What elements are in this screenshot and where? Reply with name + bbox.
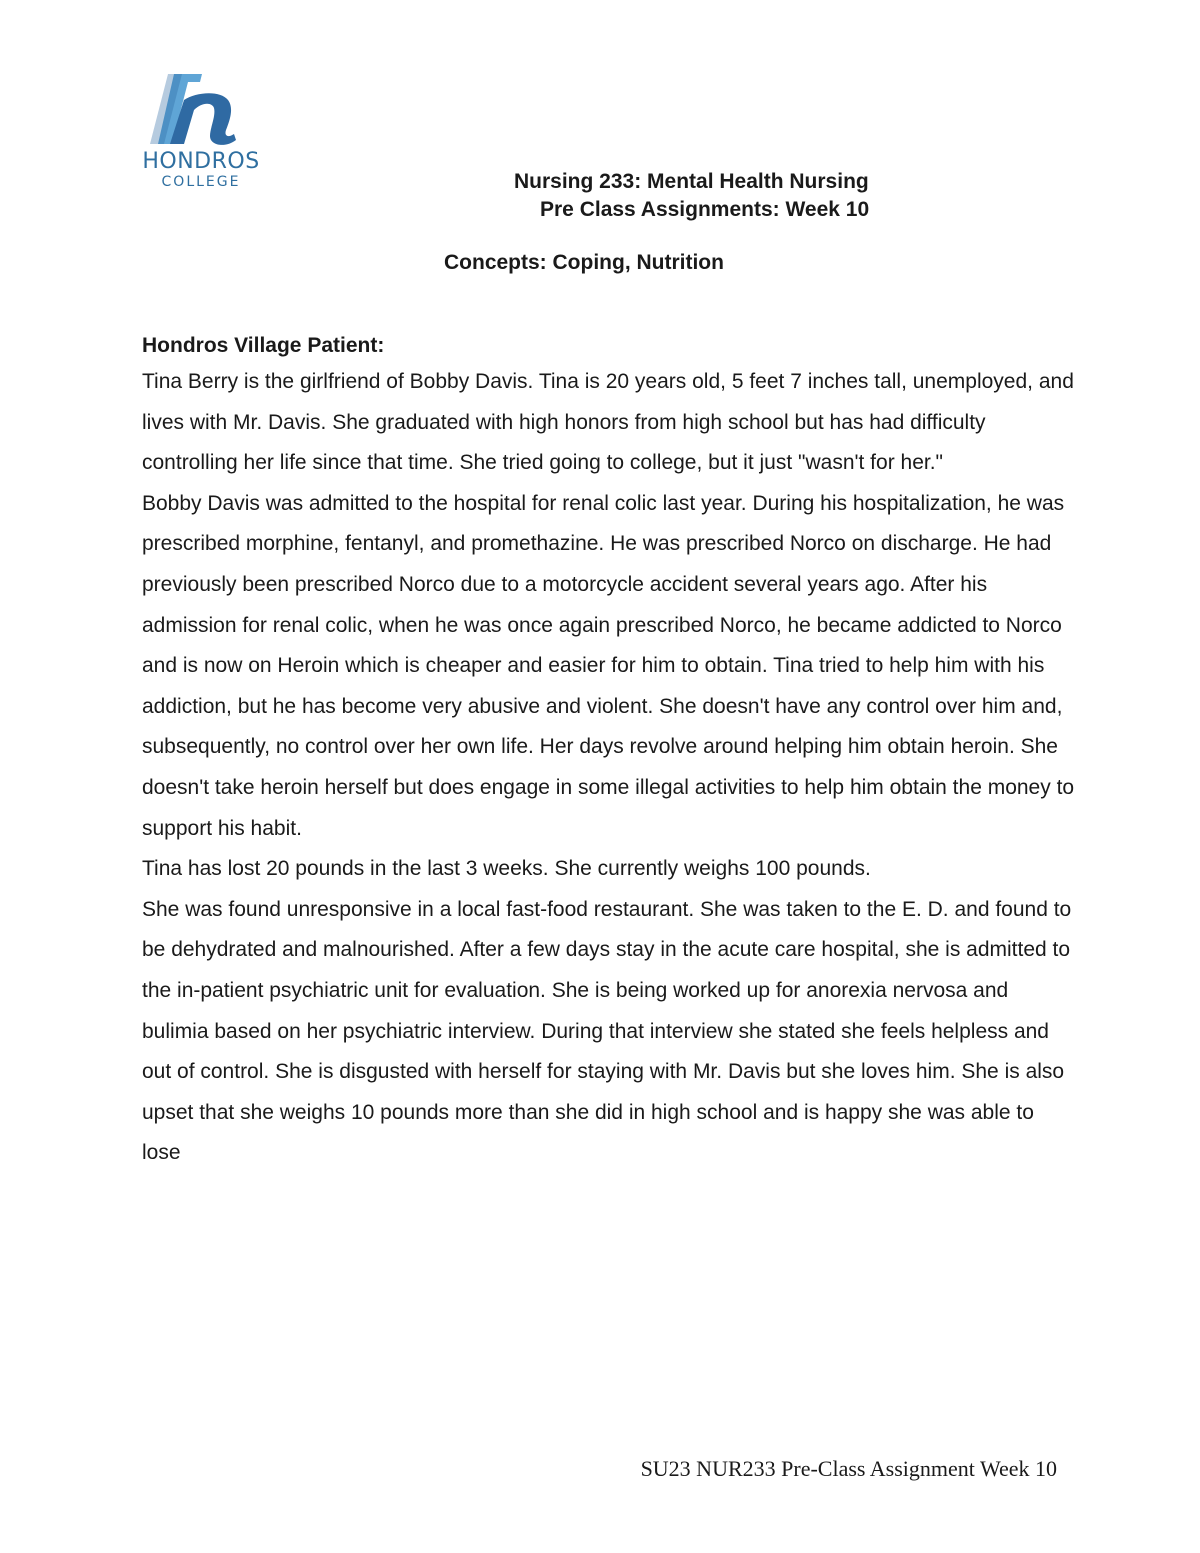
page-footer: SU23 NUR233 Pre-Class Assignment Week 10	[640, 1456, 1057, 1481]
logo-name: HONDROS	[142, 149, 260, 174]
logo-h-mark	[138, 70, 264, 148]
assignment-title: Pre Class Assignments: Week 10	[540, 198, 870, 221]
paragraph-admission: She was found unresponsive in a local fast-food restaurant. She was taken to the E. D. and found to be dehydrated and malnourished. After a few days stay in the acute care hospital, she is admitted to the in-patient psychiatric unit for evaluation. She is being worked up for anorexia nervosa and bulimia based on her psychiatric interview. During that interview she stated she feels helpless and out of control. She is disgusted with herself for staying with Mr. Davis but she loves him. She is also upset that she weighs 10 pounds more than she did in high school and is happy she was able to lose	[142, 897, 1072, 1165]
paragraph-bobby-history: Bobby Davis was admitted to the hospital for renal colic last year. During his hospitalization, he was prescribed morphine, fentanyl, and promethazine. He was prescribed Norco on discharge. He had previously been prescribed Norco due to a motorcycle accident several years ago. After his admission for renal colic, when he was once again prescribed Norco, he became addicted to Norco and is now on Heroin which is cheaper and easier for him to obtain. Tina tried to help him with his addiction, but he has become very abusive and violent. She doesn't have any control over him and, subsequently, no control over her own life. Her days revolve around helping him obtain heroin. She doesn't take heroin herself but does engage in some illegal activities to help him obtain the money to support his habit.	[142, 491, 1075, 840]
paragraph-patient-intro: Tina Berry is the girlfriend of Bobby Davis. Tina is 20 years old, 5 feet 7 inches tall, unemployed, and lives with Mr. Davis. She graduated with high honors from high school but has had difficulty controlling her life since that time. She tried going to college, but it just "wasn't for her."	[142, 370, 1074, 475]
concepts-heading: Concepts: Coping, Nutrition	[444, 251, 724, 274]
case-narrative	[142, 362, 1077, 1174]
section-heading: Hondros Village Patient:	[142, 334, 385, 357]
logo-subtitle: COLLEGE	[161, 174, 241, 190]
course-title: Nursing 233: Mental Health Nursing	[514, 170, 869, 193]
college-logo	[138, 70, 264, 194]
paragraph-weight-loss: Tina has lost 20 pounds in the last 3 weeks. She currently weighs 100 pounds.	[142, 857, 871, 881]
